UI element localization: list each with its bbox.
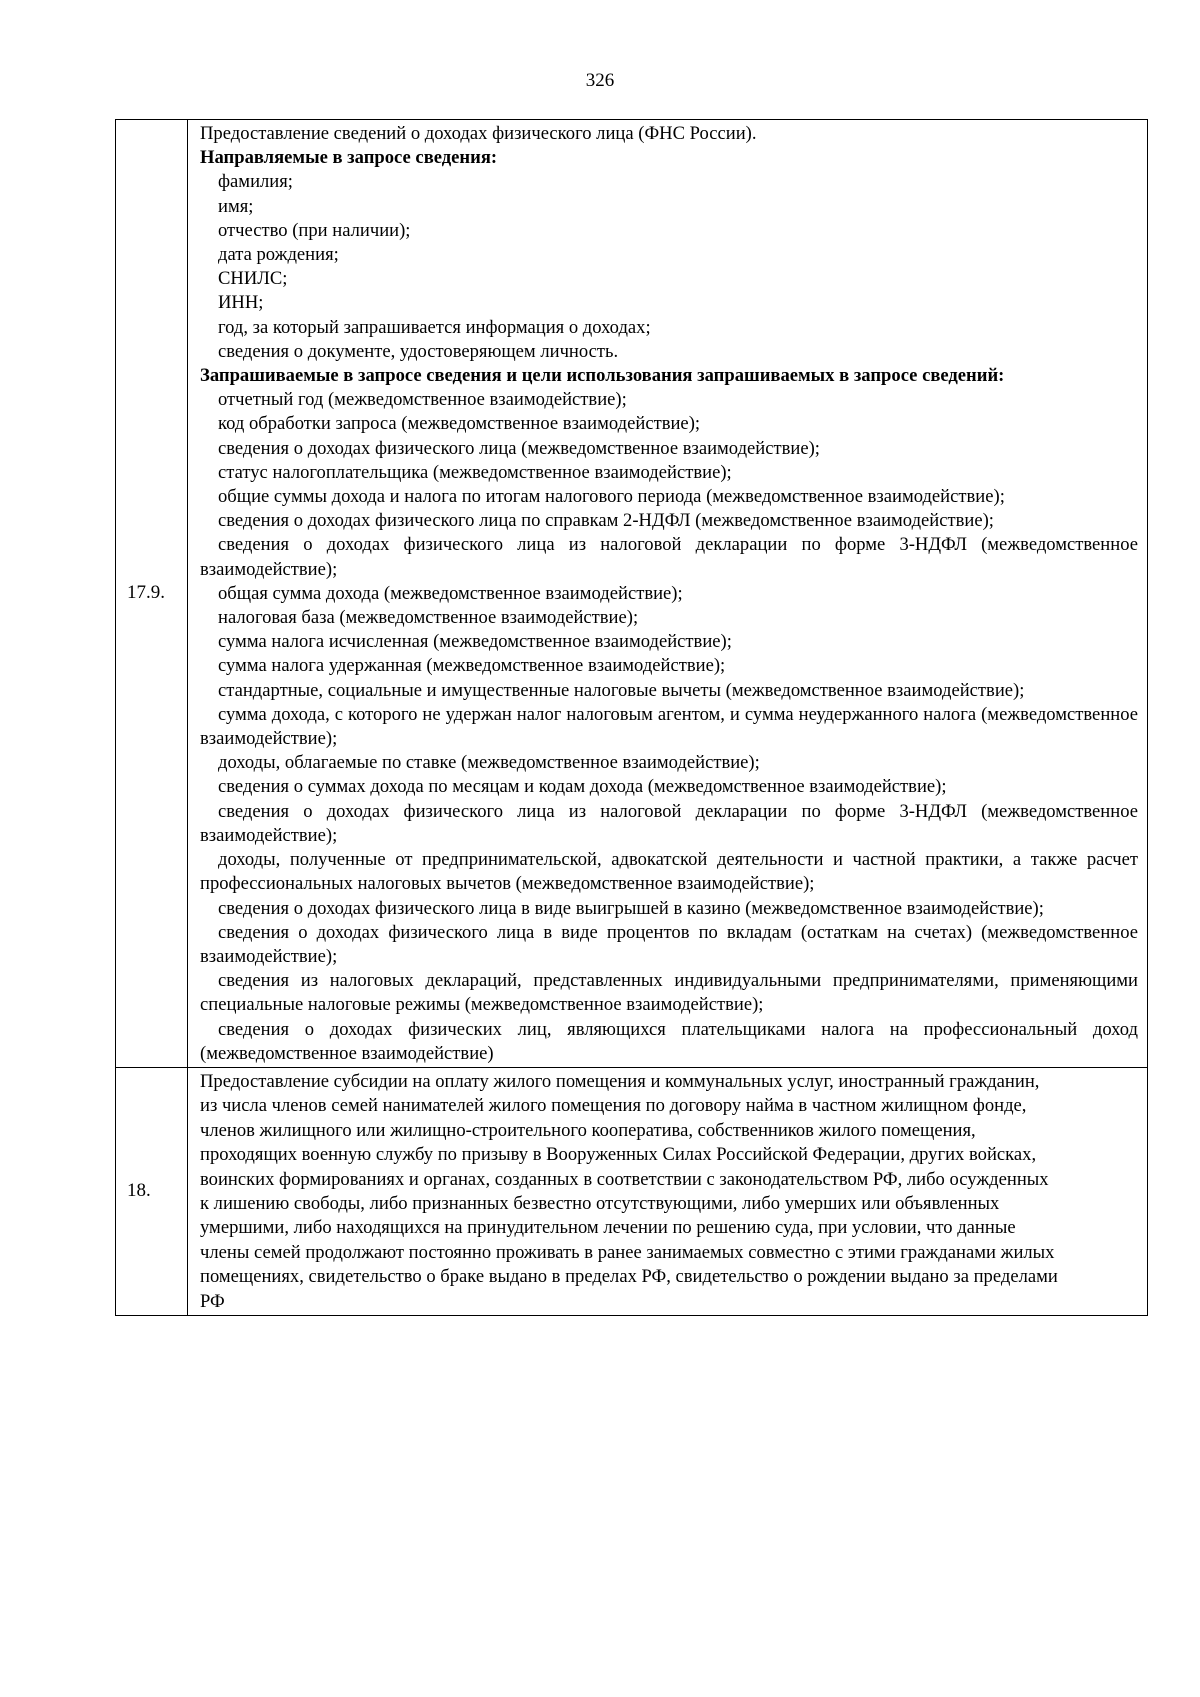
list-item: фамилия; bbox=[218, 171, 293, 193]
row-number: 17.9. bbox=[116, 120, 188, 1068]
service-title: Предоставление сведений о доходах физического лица (ФНС России). bbox=[200, 123, 757, 144]
list-item: сведения о доходах физических лиц, являющихся плательщиками налога на профессиональный доход (межведомственное взаимодействие) bbox=[200, 1018, 1138, 1064]
list-item: сведения из налоговых деклараций, представленных индивидуальными предпринимателями, применяющими специальные налоговые режимы (межведомственное взаимодействие); bbox=[200, 970, 1138, 1016]
text-line: члены семей продолжают постоянно проживать в ранее занимаемых совместно с этими гражданами жилых bbox=[200, 1241, 1055, 1263]
list-item: статус налогоплательщика (межведомственное взаимодействие); bbox=[218, 461, 732, 483]
list-item: отчетный год (межведомственное взаимодействие); bbox=[218, 389, 627, 411]
list-item: сведения о доходах физического лица в виде процентов по вкладам (остаткам на счетах) (межведомственное взаимодействие); bbox=[200, 921, 1138, 967]
list-item: налоговая база (межведомственное взаимодействие); bbox=[218, 607, 639, 629]
list-item: сведения о суммах дохода по месяцам и кодам дохода (межведомственное взаимодействие); bbox=[218, 776, 947, 798]
text-line: умершими, либо находящихся на принудительном лечении по решению суда, при условии, что данные bbox=[200, 1217, 1016, 1239]
list-item: год, за который запрашивается информация о доходах; bbox=[218, 316, 651, 338]
text-line: членов жилищного или жилищно-строительного кооператива, собственников жилого помещения, bbox=[200, 1119, 976, 1141]
list-item: имя; bbox=[218, 195, 254, 217]
list-item: сведения о доходах физического лица из налоговой декларации по форме 3-НДФЛ (межведомственное взаимодействие); bbox=[200, 534, 1138, 580]
list-item: дата рождения; bbox=[218, 244, 339, 266]
text-line: проходящих военную службу по призыву в Вооруженных Силах Российской Федерации, других войсках, bbox=[200, 1144, 1037, 1166]
list-item: доходы, полученные от предпринимательской, адвокатской деятельности и частной практики, а также расчет профессиональных налоговых вычетов (межведомственное взаимодействие); bbox=[200, 849, 1138, 895]
table-row bbox=[116, 120, 1148, 1068]
list-item: общие суммы дохода и налога по итогам налогового периода (межведомственное взаимодействие); bbox=[218, 486, 1005, 508]
text-line: из числа членов семей нанимателей жилого помещения по договору найма в частном жилищном фонде, bbox=[200, 1095, 1027, 1117]
services-table bbox=[115, 119, 1148, 1316]
row-content bbox=[188, 1067, 1148, 1315]
list-item: доходы, облагаемые по ставке (межведомственное взаимодействие); bbox=[218, 752, 760, 774]
list-item: сведения о доходах физического лица (межведомственное взаимодействие); bbox=[218, 437, 820, 459]
page-number: 326 bbox=[585, 70, 615, 91]
requested-heading: Запрашиваемые в запросе сведения и цели использования запрашиваемых в запросе сведений: bbox=[200, 365, 1005, 387]
row-content bbox=[188, 120, 1148, 1068]
list-item: сведения о доходах физического лица по справкам 2-НДФЛ (межведомственное взаимодействие); bbox=[218, 510, 994, 532]
list-item: сведения о документе, удостоверяющем личность. bbox=[218, 340, 619, 362]
list-item: стандартные, социальные и имущественные налоговые вычеты (межведомственное взаимодействие); bbox=[218, 679, 1025, 701]
list-item: сведения о доходах физического лица в виде выигрышей в казино (межведомственное взаимодействие); bbox=[218, 897, 1044, 919]
list-item: сумма налога удержанная (межведомственное взаимодействие); bbox=[218, 655, 726, 677]
table-row bbox=[116, 1067, 1148, 1315]
list-item: код обработки запроса (межведомственное взаимодействие); bbox=[218, 413, 701, 435]
text-line: к лишению свободы, либо признанных безвестно отсутствующими, либо умерших или объявленных bbox=[200, 1192, 1000, 1214]
list-item: сумма дохода, с которого не удержан налог налоговым агентом, и сумма неудержанного налога (межведомственное взаимодействие); bbox=[200, 703, 1138, 750]
sent-heading: Направляемые в запросе сведения: bbox=[200, 147, 498, 169]
text-line: воинских формированиях и органах, созданных в соответствии с законодательством РФ, либо осужденных bbox=[200, 1168, 1049, 1190]
text-line: помещениях, свидетельство о браке выдано в пределах РФ, свидетельство о рождении выдано за пределами bbox=[200, 1266, 1058, 1288]
row-number: 18. bbox=[116, 1067, 188, 1315]
list-item: ИНН; bbox=[218, 292, 264, 314]
text-line: РФ bbox=[200, 1290, 225, 1312]
list-item: общая сумма дохода (межведомственное взаимодействие); bbox=[218, 582, 683, 604]
sent-list bbox=[200, 170, 1138, 364]
requested-list bbox=[200, 388, 1138, 1066]
list-item: отчество (при наличии); bbox=[218, 219, 411, 241]
list-item: сведения о доходах физического лица из налоговой декларации по форме 3-НДФЛ (межведомственное взаимодействие); bbox=[200, 800, 1138, 846]
list-item: сумма налога исчисленная (межведомственное взаимодействие); bbox=[218, 631, 732, 653]
text-line: Предоставление субсидии на оплату жилого помещения и коммунальных услуг, иностранный гражданин, bbox=[200, 1070, 1040, 1092]
list-item: СНИЛС; bbox=[218, 268, 288, 290]
